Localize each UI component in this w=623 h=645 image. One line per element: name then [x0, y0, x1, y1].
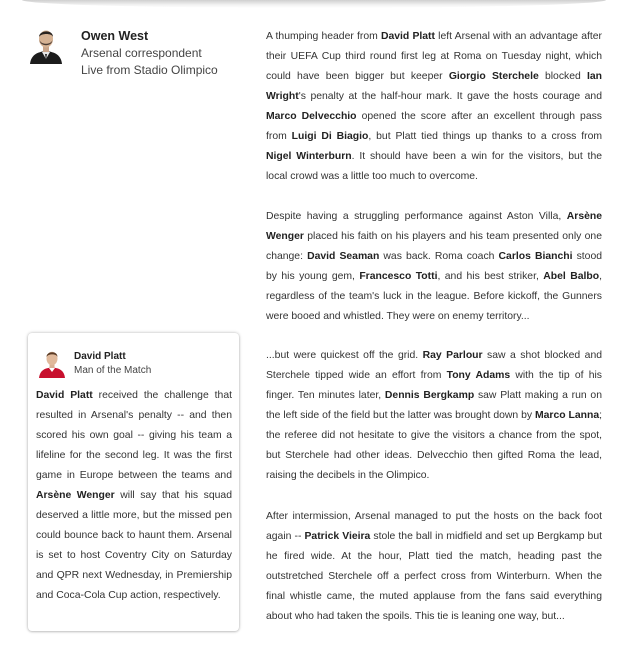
player-summary-text: David Platt received the challenge that resulted in Arsenal's penalty -- and then scored his own goal -- giving his team a lifeline for the second leg. It was the first game in Europe between the teams and Arsène Wenger will say that his squad deserved a little more, but the missed pen could bounce back to haunt them. Arsenal is set to host Coventry City on Saturday and QPR next Wednesday, in Premiership and Coca-Cola Cup action, respectively.: [36, 390, 232, 601]
top-shadow-divider: [22, 0, 606, 8]
bold-name: Abel Balbo: [543, 271, 600, 282]
player-avatar-icon: [38, 348, 66, 378]
bold-name: Giorgio Sterchele: [448, 71, 539, 82]
bold-name: Luigi Di Biagio: [291, 131, 369, 142]
article-paragraph: ...but were quickest off the grid. Ray Parlour saw a shot blocked and Sterchele tipped wide an effort from Tony Adams with the tip of his finger. Ten minutes later, Dennis Bergkamp saw Platt making a run on the left side of the field but the latter was brought down by Marco Lanna; the referee did not hesitate to give the visitors a chance from the spot, but Sterchele had other ideas. Delvecchio then gifted Roma the lead, raising the decibels in the Olimpico.: [266, 350, 602, 481]
bold-name: David Platt: [380, 31, 435, 42]
author-name: Owen West: [81, 29, 149, 43]
bold-name: Tony Adams: [446, 370, 511, 381]
author-avatar-icon: [28, 26, 64, 64]
bold-name: Carlos Bianchi: [498, 251, 573, 262]
bold-name: Francesco Totti: [359, 271, 438, 282]
player-name: David Platt: [74, 351, 126, 362]
author-location: Live from Stadio Olimpico: [81, 63, 218, 77]
bold-name: Marco Delvecchio: [266, 111, 357, 122]
bold-name: Arsène Wenger: [266, 211, 602, 242]
bold-name: David Platt: [36, 390, 93, 401]
bold-name: Arsène Wenger: [36, 490, 115, 501]
player-award: Man of the Match: [74, 365, 152, 376]
bold-name: Nigel Winterburn: [266, 151, 352, 162]
bold-name: Dennis Bergkamp: [384, 390, 475, 401]
article-paragraph: After intermission, Arsenal managed to put the hosts on the back foot again -- Patrick Vieira stole the ball in midfield and set up Bergkamp but he fired wide. At the hour, Platt tied the match, heading past the outstretched Sterchele off a perfect cross from Winterburn. When the final whistle came, the muted applause from the fans said everything about who had taken the spoils. This tie is leaning one way, but...: [266, 511, 602, 622]
man-of-the-match-card: [28, 333, 239, 631]
bold-name: Ray Parlour: [422, 350, 483, 361]
bold-name: Patrick Vieira: [304, 531, 371, 542]
bold-name: Marco Lanna: [534, 410, 600, 421]
bold-name: David Seaman: [307, 251, 380, 262]
article-paragraph: A thumping header from David Platt left Arsenal with an advantage after their UEFA Cup third round first leg at Roma on Tuesday night, which could have been bigger but keeper Giorgio Sterchele blocked Ian Wright's penalty at the half-hour mark. It gave the hosts courage and Marco Delvecchio opened the score after an excellent through pass from Luigi Di Biagio, but Platt tied things up thanks to a cross from Nigel Winterburn. It should have been a win for the visitors, but the local crowd was a little too much to overcome.: [266, 31, 603, 182]
author-byline: [28, 26, 238, 86]
article-paragraph: Despite having a struggling performance against Aston Villa, Arsène Wenger placed his faith on his players and his team presented only one change: David Seaman was back. Roma coach Carlos Bianchi stood by his young gem, Francesco Totti, and his best striker, Abel Balbo, regardless of the team's luck in the league. Before kickoff, the Gunners were booed and whistled. They were on enemy territory...: [266, 211, 603, 322]
author-role: Arsenal correspondent: [81, 46, 202, 60]
bold-name: Ian Wright: [266, 71, 602, 102]
